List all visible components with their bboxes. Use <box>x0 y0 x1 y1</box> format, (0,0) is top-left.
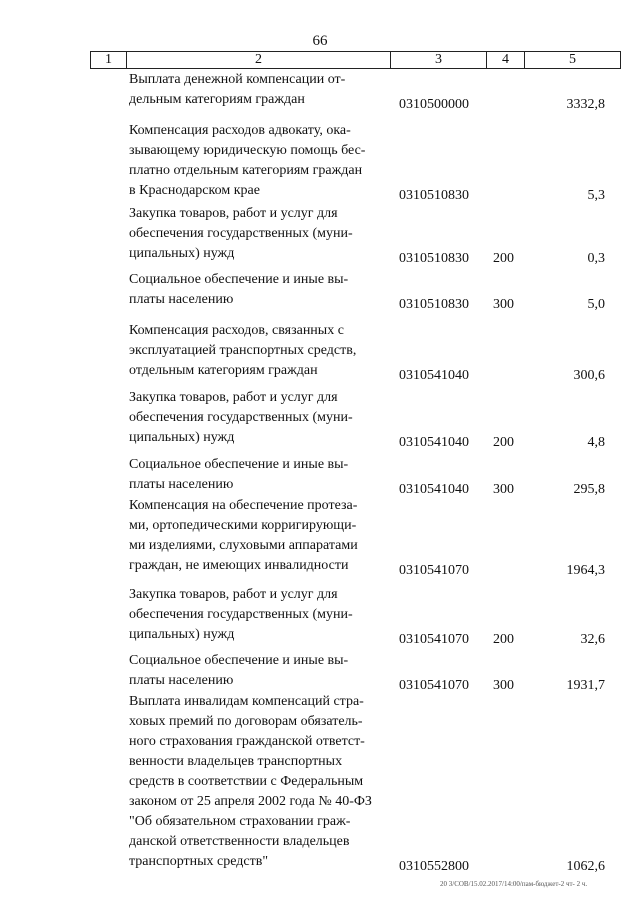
row-amount: 0,3 <box>587 251 605 266</box>
row-amount: 1964,3 <box>566 563 605 578</box>
row-code: 0310541040 <box>399 368 469 383</box>
row-code: 0310541040 <box>399 482 469 497</box>
column-header-1: 1 <box>91 52 127 69</box>
row-name: Закупка товаров, работ и услуг для обеспечения государственных (муни- ципальных) нужд <box>129 390 353 445</box>
row-expense-type: 200 <box>493 435 514 450</box>
row-expense-type: 200 <box>493 632 514 647</box>
row-name: Закупка товаров, работ и услуг для обеспечения государственных (муни- ципальных) нужд <box>129 206 353 261</box>
column-header-2: 2 <box>127 52 391 69</box>
footer-stamp: 20 3/СОВ/15.02.2017/14:00/пам-бюджет-2 чт- 2 ч. <box>440 880 588 888</box>
row-amount: 1062,6 <box>566 859 605 874</box>
row-code: 0310510830 <box>399 297 469 312</box>
column-header-4: 4 <box>487 52 525 69</box>
row-code: 0310541070 <box>399 678 469 693</box>
row-name: Закупка товаров, работ и услуг для обеспечения государственных (муни- ципальных) нужд <box>129 587 353 642</box>
row-code: 0310541040 <box>399 435 469 450</box>
row-amount: 3332,8 <box>566 97 605 112</box>
row-amount: 295,8 <box>573 482 605 497</box>
row-code: 0310510830 <box>399 188 469 203</box>
row-code: 0310552800 <box>399 859 469 874</box>
row-name: Компенсация расходов, связанных с эксплуатацией транспортных средств, отдельным категориям граждан <box>129 323 357 378</box>
row-amount: 5,0 <box>587 297 605 312</box>
row-amount: 300,6 <box>573 368 605 383</box>
row-code: 0310510830 <box>399 251 469 266</box>
row-expense-type: 300 <box>493 482 514 497</box>
row-code: 0310500000 <box>399 97 469 112</box>
column-header-3: 3 <box>391 52 487 69</box>
row-code: 0310541070 <box>399 632 469 647</box>
row-name: Социальное обеспечение и иные вы- платы населению <box>129 272 349 307</box>
row-name: Социальное обеспечение и иные вы- платы населению <box>129 653 349 688</box>
row-amount: 32,6 <box>580 632 605 647</box>
column-header-5: 5 <box>525 52 621 69</box>
row-name: Компенсация расходов адвокату, ока- зывающему юридическую помощь бес- платно отдельным категориям граждан в Краснодарском крае <box>129 123 366 198</box>
row-code: 0310541070 <box>399 563 469 578</box>
page-number: 66 <box>312 33 328 49</box>
row-amount: 4,8 <box>587 435 605 450</box>
row-name: Социальное обеспечение и иные вы- платы населению <box>129 457 349 492</box>
row-name: Компенсация на обеспечение протеза- ми, ортопедическими корригирующи- ми изделиями, слуховыми аппаратами граждан, не имеющих инвалидности <box>129 498 358 573</box>
row-amount: 1931,7 <box>566 678 605 693</box>
row-name: Выплата денежной компенсации от- дельным категориям граждан <box>129 72 346 107</box>
row-expense-type: 300 <box>493 297 514 312</box>
row-name: Выплата инвалидам компенсаций стра- ховых премий по договорам обязатель- ного страхования гражданской ответст- венности владельцев транспортных средств в соответствии с Федеральным законом от 25 апреля 2002 года № 40-ФЗ "Об обязательном страховании граж- данской ответственности владельцев транспортных средств" <box>129 694 372 869</box>
row-expense-type: 300 <box>493 678 514 693</box>
row-amount: 5,3 <box>587 188 605 203</box>
row-expense-type: 200 <box>493 251 514 266</box>
